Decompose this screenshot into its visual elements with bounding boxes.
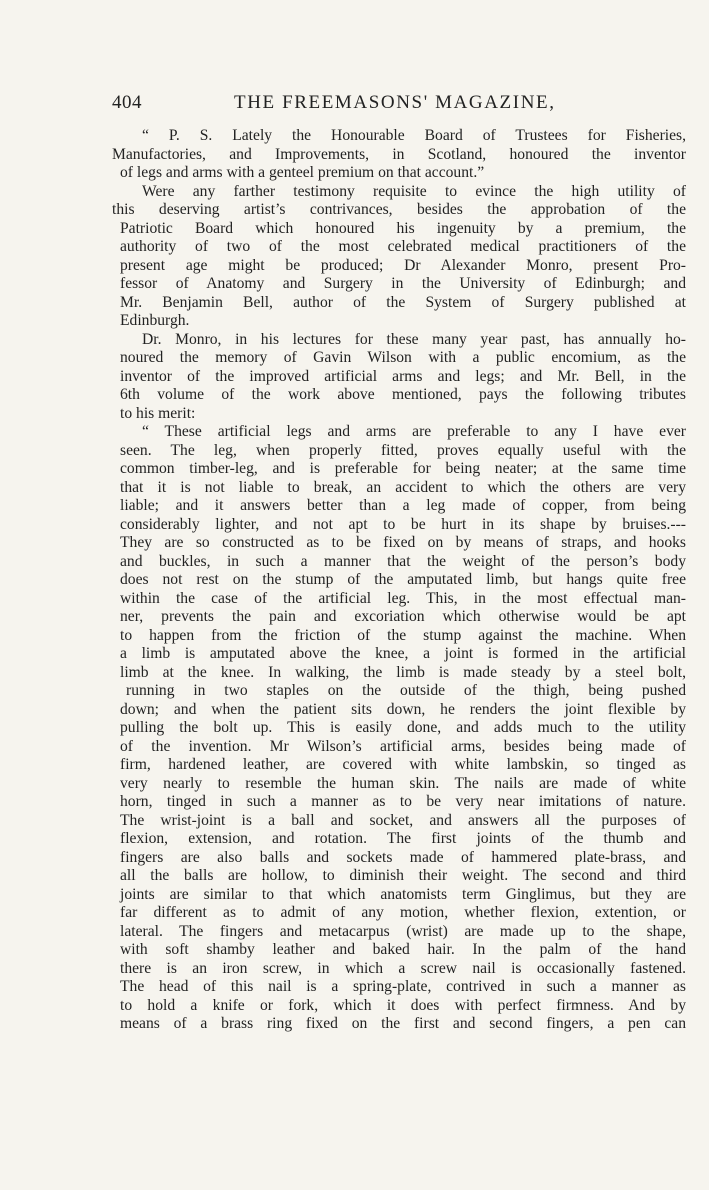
text-line: does not rest on the stump of the amputated limb, but hangs quite free [120,571,686,588]
text-line: means of a brass ring fixed on the first and second fingers, a pen can [120,1015,686,1032]
text-line: a limb is amputated above the knee, a joint is formed in the artificial [120,645,686,662]
page [112,92,686,1034]
text-line: and buckles, in such a manner that the weight of the person’s body [120,552,686,570]
text-line: 6th volume of the work above mentioned, pays the following tributes [120,386,686,403]
text-line: that it is not liable to break, an accident to which the others are very [120,478,686,496]
text-line: joints are similar to that which anatomists term Ginglimus, but they are [120,885,686,903]
text-line: Patriotic Board which honoured his ingenuity by a premium, the [120,219,686,237]
text-line: far different as to admit of any motion, whether flexion, extention, or [120,904,686,921]
text-line: authority of two of the most celebrated medical practitioners of the [120,238,686,255]
text-line: horn, tinged in such a manner as to be very near imitations of nature. [120,793,686,810]
text-line: of the invention. Mr Wilson’s artificial arms, besides being made of [120,737,686,755]
text-line: ner, prevents the pain and excoriation which otherwise would be apt [120,608,686,625]
text-line: to his merit: [120,404,196,422]
page-header [112,92,686,122]
text-line: Dr. Monro, in his lectures for these many year past, has annually ho- [142,330,686,348]
text-line: running in two staples on the outside of the thigh, being pushed [126,682,686,699]
body-text [112,127,686,1034]
text-line: down; and when the patient sits down, he renders the joint flexible by [120,700,686,718]
text-line: fessor of Anatomy and Surgery in the University of Edinburgh; and [120,275,686,292]
text-line: present age might be produced; Dr Alexander Monro, present Pro- [120,256,686,274]
text-line: within the case of the artificial leg. This, in the most effectual man- [120,589,686,607]
text-line: limb at the knee. In walking, the limb is made steady by a steel bolt, [120,663,686,681]
text-line: of legs and arms with a genteel premium on that account.” [120,164,485,181]
text-line: Mr. Benjamin Bell, author of the System of Surgery published at [120,293,686,311]
text-line: The wrist-joint is a ball and socket, and answers all the purposes of [120,811,686,829]
text-line: to hold a knife or fork, which it does with perfect firmness. And by [120,996,686,1014]
text-line: to happen from the friction of the stump against the machine. When [120,626,686,644]
text-line: Edinburgh. [120,312,190,329]
text-line: considerably lighter, and not apt to be hurt in its shape by bruises.--- [120,515,686,533]
text-line: pulling the bolt up. This is easily done, and adds much to the utility [120,719,686,736]
text-line: seen. The leg, when properly fitted, proves equally useful with the [120,441,686,459]
text-line: firm, hardened leather, are covered with white lambskin, so tinged as [120,756,686,773]
text-line: “ P. S. Lately the Honourable Board of Trustees for Fisheries, [142,127,686,144]
text-line: common timber-leg, and is preferable for being neater; at the same time [120,460,686,477]
text-line: Were any farther testimony requisite to evince the high utility of [142,182,686,200]
text-line: “ These artificial legs and arms are preferable to any I have ever [142,423,686,440]
text-line: there is an iron screw, in which a screw nail is occasionally fastened. [120,959,686,977]
text-line: fingers are also balls and sockets made of hammered plate-brass, and [120,848,686,866]
text-line: flexion, extension, and rotation. The first joints of the thumb and [120,830,686,847]
text-line: all the balls are hollow, to diminish their weight. The second and third [120,867,686,884]
text-line: inventor of the improved artificial arms and legs; and Mr. Bell, in the [120,367,686,385]
page-number: 404 [112,92,142,113]
text-line: very nearly to resemble the human skin. The nails are made of white [120,774,686,792]
text-line: Manufactories, and Improvements, in Scotland, honoured the inventor [112,145,686,163]
text-line: with soft shamby leather and baked hair. In the palm of the hand [120,941,686,958]
text-line: lateral. The fingers and metacarpus (wrist) are made up to the shape, [120,922,686,940]
text-line: liable; and it answers better than a leg made of copper, from being [120,497,686,514]
text-line: They are so constructed as to be fixed on by means of straps, and hooks [120,534,686,551]
running-title: THE FREEMASONS' MAGAZINE, [234,92,556,113]
text-line: The head of this nail is a spring-plate, contrived in such a manner as [120,978,686,995]
text-line: this deserving artist’s contrivances, besides the approbation of the [112,201,686,218]
text-line: noured the memory of Gavin Wilson with a public encomium, as the [120,349,686,366]
